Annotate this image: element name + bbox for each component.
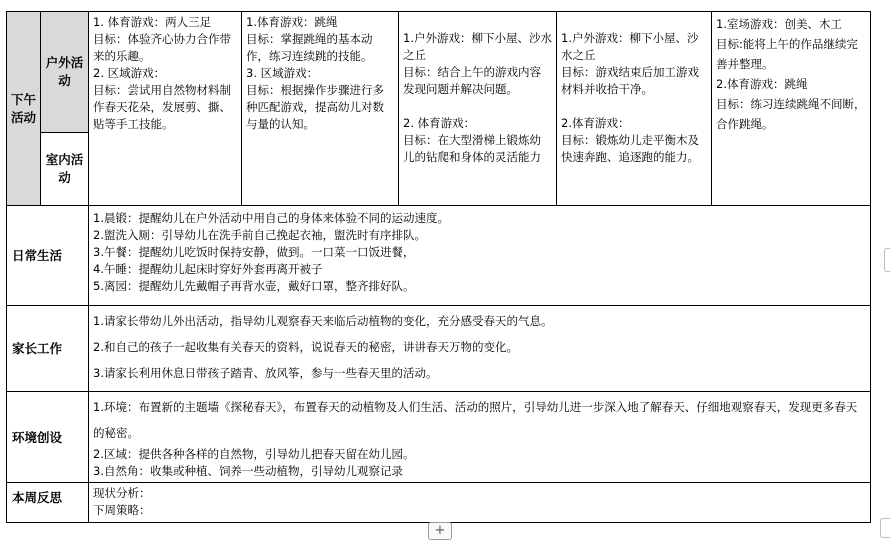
- parents-work-header: 家长工作: [7, 306, 89, 392]
- environment-item: 2.区域：提供各种各样的自然物，引导幼儿把春天留在幼儿园。: [93, 447, 415, 461]
- cell-line: 目标：锻炼幼儿走平衡木及快速奔跑、追逐跑的能力。: [561, 133, 699, 164]
- cell-line: 1. 体育游戏：两人三足: [93, 15, 212, 29]
- cell-line: 目标：根据操作步骤进行多种匹配游戏，提高幼儿对数与量的认知。: [246, 83, 384, 131]
- corner-handle[interactable]: [880, 518, 890, 538]
- daily-life-item: 1.晨锻：提醒幼儿在户外活动中用自己的身体来体验不同的运动速度。: [93, 211, 449, 225]
- cell-line: 目标：游戏结束后加工游戏材料并收拾干净。: [561, 65, 699, 96]
- cell-line: 目标：掌握跳绳的基本动作，练习连续跳的技能。: [246, 32, 373, 63]
- cell-line: 2. 体育游戏：: [403, 116, 476, 130]
- afternoon-cell-2: [242, 12, 399, 206]
- daily-life-item: 5.离园：提醒幼儿先戴帽子再背水壶，戴好口罩，整齐排好队。: [93, 279, 415, 293]
- parents-work-item: 1.请家长带幼儿外出活动，指导幼儿观察春天来临后动植物的变化，充分感受春天的气息。: [93, 314, 553, 328]
- lesson-plan-document: [6, 11, 871, 523]
- afternoon-cell-4: [557, 12, 712, 206]
- parents-row: [7, 306, 871, 392]
- cell-line: 1.户外游戏：柳下小屋、沙水之丘: [403, 31, 552, 62]
- cell-line: 1.体育游戏：跳绳: [246, 15, 338, 29]
- environment-header: 环境创设: [7, 392, 89, 483]
- reflection-row: [7, 483, 871, 523]
- add-row-button[interactable]: +: [428, 522, 452, 540]
- reflection-content: [89, 483, 871, 523]
- scroll-edge-handle[interactable]: [884, 248, 890, 272]
- afternoon-outdoor-row: [7, 12, 871, 133]
- environment-item: 3.自然角：收集或种植、饲养一些动植物，引导幼儿观察记录: [93, 464, 403, 478]
- cell-line: 3. 区域游戏：: [246, 66, 319, 80]
- reflection-header: 本周反思: [7, 483, 89, 523]
- weekly-plan-table: [6, 11, 871, 523]
- daily-life-content: [89, 206, 871, 306]
- afternoon-cell-3: [399, 12, 557, 206]
- cell-line: 目标：在大型滑梯上锻炼幼儿的钻爬和身体的灵活能力: [403, 133, 541, 164]
- parents-work-item: 3.请家长利用休息日带孩子踏青、放风筝，参与一些春天里的活动。: [93, 366, 438, 380]
- blank-line: [561, 98, 707, 115]
- cell-line: 2. 区域游戏：: [93, 66, 166, 80]
- environment-content: [89, 392, 871, 483]
- cell-line: 目标：练习连续跳绳不间断，合作跳绳。: [716, 97, 866, 131]
- environment-row: [7, 392, 871, 483]
- status-analysis: 现状分析：: [93, 486, 151, 500]
- daily-life-item: 2.盥洗入厕：引导幼儿在洗手前自己挽起衣袖，盥洗时有序排队。: [93, 228, 426, 242]
- cell-line: 1.室场游戏：创美、木工: [716, 17, 842, 31]
- daily-life-header: 日常生活: [7, 206, 89, 306]
- cell-line: 目标：体验齐心协力合作带来的乐趣。: [93, 32, 231, 63]
- cell-line: 目标:能将上午的作品继续完善并整理。: [716, 37, 858, 71]
- cell-line: 目标：结合上午的游戏内容发现问题并解决问题。: [403, 65, 541, 96]
- daily-life-row: [7, 206, 871, 306]
- indoor-activity-header: 室内活动: [41, 133, 89, 206]
- parents-work-content: [89, 306, 871, 392]
- cell-line: 1.户外游戏：柳下小屋、沙水之丘: [561, 31, 699, 62]
- afternoon-cell-1: [89, 12, 242, 206]
- afternoon-cell-5: [712, 12, 871, 206]
- cell-line: 2.体育游戏：: [561, 116, 630, 130]
- daily-life-item: 4.午睡：提醒幼儿起床时穿好外套再离开被子: [93, 262, 323, 276]
- cell-line: 2.体育游戏：跳绳: [716, 77, 808, 91]
- cell-line: 目标：尝试用自然物材料制作春天花朵，发展剪、撕、贴等手工技能。: [93, 83, 231, 131]
- daily-life-item: 3.午餐：提醒幼儿吃饭时保持安静，做到。一口菜一口饭进餐，: [93, 245, 415, 259]
- next-week-strategy: 下周策略：: [93, 503, 151, 517]
- afternoon-activity-header: 下午活动: [7, 12, 41, 206]
- parents-work-item: 2.和自己的孩子一起收集有关春天的资料，说说春天的秘密，讲讲春天万物的变化。: [93, 340, 518, 354]
- outdoor-activity-header: 户外活动: [41, 12, 89, 133]
- blank-line: [403, 98, 552, 115]
- environment-item: 1.环境：布置新的主题墙《探秘春天》，布置春天的动植物及人们生活、活动的照片，引导幼儿进一步深入地了解春天、仔细地观察春天，发现更多春天的秘密。: [93, 400, 858, 440]
